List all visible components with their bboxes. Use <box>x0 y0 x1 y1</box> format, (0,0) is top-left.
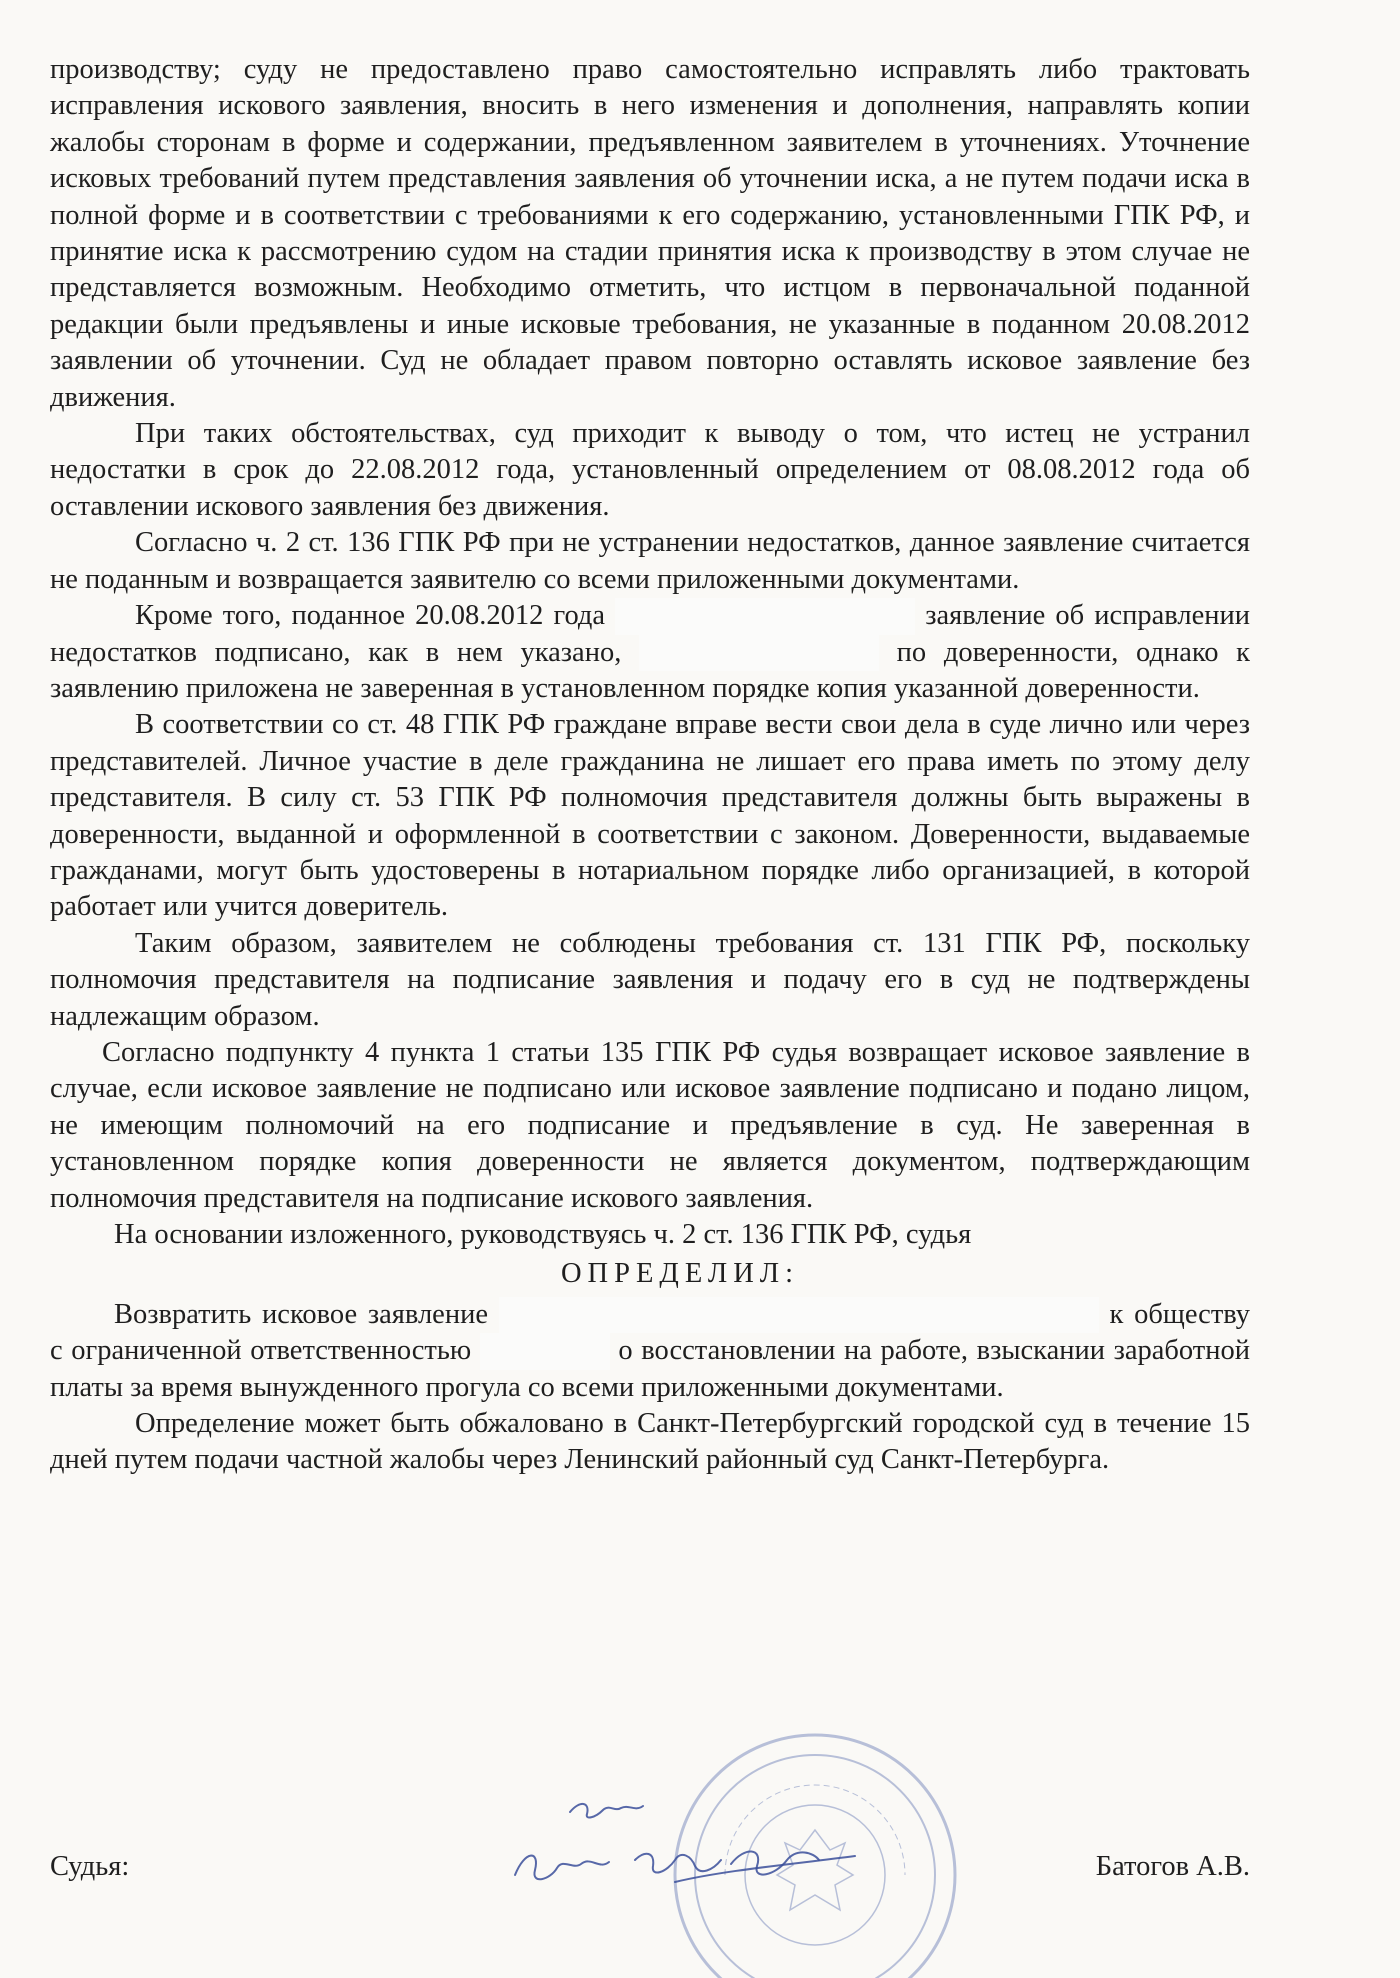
document-body <box>50 52 1250 1479</box>
paragraph-4-part-a: Кроме того, поданное 20.08.2012 года <box>135 600 606 632</box>
judge-name: Батогов А.В. <box>1095 1851 1250 1882</box>
paragraph-4 <box>50 598 1250 707</box>
paragraph-9-part-c: о восстановлении на работе, взыскании заработной платы за время вынужденного прогула со всеми приложенными документами. <box>50 1335 1250 1403</box>
redacted-plaintiff <box>499 1297 1099 1333</box>
judge-label: Судья: <box>50 1851 130 1882</box>
paragraph-5: В соответствии со ст. 48 ГПК РФ граждане вправе вести свои дела в суде лично или через представителей. Личное участие в деле гражданина не лишает его права иметь по этому делу представителя. В силу ст. 53 ГПК РФ полномочия представителя должны быть выражены в доверенности, выданной и оформленной в соответствии с законом. Доверенности, выдаваемые гражданами, могут быть удостоверены в нотариальном порядке либо организацией, в которой работает или учится доверитель. <box>50 709 1250 923</box>
paragraph-4-part-c: по доверенности, однако к заявлению приложена не заверенная в установленном порядке копия указанной доверенности. <box>50 636 1251 704</box>
paragraph-6: Таким образом, заявителем не соблюдены требования ст. 131 ГПК РФ, поскольку полномочия представителя на подписание заявления и подачу его в суд не подтверждены надлежащим образом. <box>50 927 1250 1032</box>
paragraph-9-part-b: к обществу с ограниченной ответственностью <box>50 1298 1251 1367</box>
paragraph-8: На основании изложенного, руководствуясь ч. 2 ст. 136 ГПК РФ, судья <box>114 1219 972 1250</box>
paragraph-9 <box>50 1297 1250 1406</box>
paragraph-7: Согласно подпункту 4 пункта 1 статьи 135 ГПК РФ судья возвращает исковое заявление в случае, если исковое заявление не подписано или исковое заявление подписано и подано лицом, не имеющим полномочий на его подписание и предъявление в суд. Не заверенная в установленном порядке копия доверенности не является документом, подтверждающим полномочия представителя на подписание искового заявления. <box>50 1036 1250 1214</box>
handwritten-signature-icon <box>495 1790 895 1910</box>
paragraph-1: производству; суду не предоставлено право самостоятельно исправлять либо трактовать исправления искового заявления, вносить в него изменения и дополнения, направлять копии жалобы сторонам в форме и содержании, предъявленном заявителем в уточнениях. Уточнение исковых требований путем представления заявления об уточнении иска, а не путем подачи иска в полной форме и в соответствии с требованиями к его содержанию, установленными ГПК РФ, и принятие иска к рассмотрению судом на стадии принятия иска к производству в этом случае не представляется возможным. Необходимо отметить, что истцом в первоначальной поданной редакции были предъявлены и иные исковые требования, не указанные в поданном 20.08.2012 заявлении об уточнении. Суд не обладает правом повторно оставлять исковое заявление без движения. <box>50 54 1250 413</box>
redacted-name <box>615 598 915 634</box>
paragraph-9-part-a: Возвратить исковое заявление <box>114 1298 488 1330</box>
paragraph-3: Согласно ч. 2 ст. 136 ГПК РФ при не устранении недостатков, данное заявление считается не поданным и возвращается заявителю со всеми приложенными документами. <box>50 527 1250 595</box>
paragraph-10: Определение может быть обжаловано в Санкт-Петербургский городской суд в течение 15 дней путем подачи частной жалобы через Ленинский районный суд Санкт-Петербурга. <box>50 1408 1250 1476</box>
paragraph-4-part-b: заявление об исправлении недостатков подписано, как в нем указано, <box>50 600 1250 668</box>
ruling-heading: ОПРЕДЕЛИЛ: <box>560 1258 800 1290</box>
redacted-representative <box>639 635 879 671</box>
paragraph-2: При таких обстоятельствах, суд приходит к выводу о том, что истец не устранил недостатки в срок до 22.08.2012 года, установленный определением от 08.08.2012 года об оставлении искового заявления без движения. <box>50 418 1250 522</box>
redacted-company <box>480 1333 610 1369</box>
